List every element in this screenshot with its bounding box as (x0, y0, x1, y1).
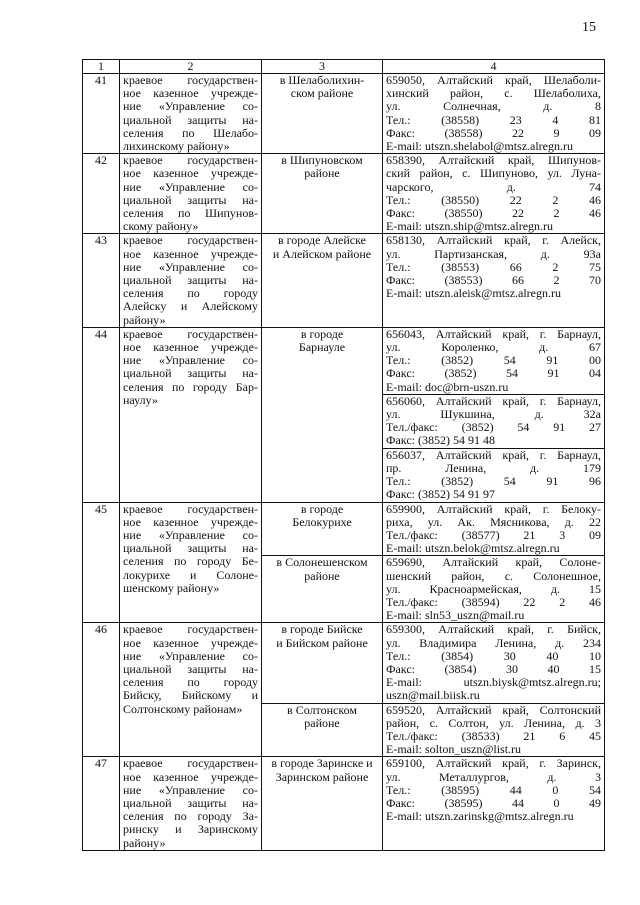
text-line: Солтонскому районам» (123, 701, 243, 716)
text-line: 659900, Алтайский край, г. Белоку- (386, 501, 601, 516)
text-line: селения по городу За- (123, 809, 258, 824)
column-header: 4 (383, 60, 605, 74)
text-line: 656043, Алтайский край, г. Барнаул, (386, 326, 601, 341)
text-line: 658130, Алтайский край, г. Алейск, (386, 233, 601, 248)
text-line: району» (123, 312, 166, 327)
text-line: Барнауле (298, 340, 346, 355)
text-line: селения по городу (123, 286, 258, 301)
column-header: 2 (120, 60, 262, 74)
text-line: селения по городу Бар- (123, 379, 258, 394)
text-line: ул. Шукшина, д. 32а (386, 407, 601, 422)
text-line: краевое государствен- (123, 501, 258, 516)
text-line: ние «Управление со- (123, 259, 258, 274)
service-area (262, 623, 383, 703)
institution-name (120, 623, 262, 757)
text-line: Тел.: (3854) 30 40 10 (386, 648, 601, 663)
entry-number: 47 (83, 757, 120, 850)
text-line: краевое государствен- (123, 326, 258, 341)
text-line: uszn@mail.biisk.ru (386, 688, 480, 703)
text-line: ное казенное учрежде- (123, 166, 258, 181)
text-line: шенский район, с. Солонешное, (386, 568, 601, 583)
text-line: район, с. Солтон, ул. Ленина, д. 3 (386, 715, 601, 730)
text-line: Факс: (3852) 54 91 97 (386, 487, 495, 502)
service-area (262, 502, 383, 556)
contact-details (383, 556, 605, 623)
text-line: и Алейском районе (272, 246, 372, 261)
text-line: E-mail: sln53_uszn@mail.ru (386, 608, 525, 623)
text-line: циальной защиты на- (123, 366, 258, 381)
text-line: в городе (300, 501, 344, 516)
text-line: E-mail: utszn.belok@mtsz.alregn.ru (386, 541, 560, 556)
text-line: району» (123, 835, 166, 850)
text-line: в городе Алейске (278, 233, 366, 248)
text-line: 656060, Алтайский край, г. Барнаул, (386, 393, 601, 408)
text-line: Заринском районе (275, 769, 369, 784)
text-line: ние «Управление со- (123, 648, 258, 663)
text-line: ное казенное учрежде- (123, 514, 258, 529)
text-line: чарского, д. 74 (386, 179, 601, 194)
text-line: циальной защиты на- (123, 112, 258, 127)
text-line: E-mail: utszn.aleisk@mtsz.alregn.ru (386, 286, 562, 301)
service-area (262, 703, 383, 757)
text-line: 659050, Алтайский край, Шелаболи- (386, 73, 601, 87)
contact-details (383, 327, 605, 394)
text-line: в Шелаболихин- (279, 73, 365, 87)
text-line: краевое государствен- (123, 153, 258, 168)
text-line: шенскому району» (123, 580, 220, 595)
text-line: ский район, с. Шипуново, ул. Луна- (386, 166, 601, 181)
text-line: краевое государствен- (123, 233, 258, 248)
institution-name (120, 154, 262, 234)
text-line: краевое государствен- (123, 756, 258, 771)
text-line: E-mail: solton_uszn@list.ru (386, 742, 522, 757)
text-line: E-mail: utszn.biysk@mtsz.alregn.ru; (386, 675, 601, 690)
text-line: циальной защиты на- (123, 541, 258, 556)
text-line: селения по городу (123, 675, 258, 690)
text-line: скому району» (123, 219, 199, 234)
text-line: Тел.: (38558) 23 4 81 (386, 112, 601, 127)
text-line: Факс: (38595) 44 0 49 (386, 795, 601, 810)
text-line: районе (304, 568, 340, 583)
text-line: ние «Управление со- (123, 353, 258, 368)
text-line: ние «Управление со- (123, 99, 258, 114)
table-row (83, 327, 605, 394)
text-line: и Бийском районе (276, 635, 368, 650)
contact-details (383, 703, 605, 757)
text-line: циальной защиты на- (123, 661, 258, 676)
text-line: ул. Металлургов, д. 3 (386, 769, 601, 784)
text-line: Тел.: (38550) 22 2 46 (386, 192, 601, 207)
text-line: ное казенное учрежде- (123, 635, 258, 650)
text-line: в Солонешенском (276, 555, 368, 570)
entry-number: 44 (83, 327, 120, 502)
text-line: 659520, Алтайский край, Солтонский (386, 702, 601, 717)
text-line: в городе (300, 326, 344, 341)
service-area (262, 327, 383, 502)
text-line: Тел./факс: (38533) 21 6 45 (386, 728, 601, 743)
text-line: Алейску и Алейскому (123, 299, 258, 314)
entry-number: 42 (83, 154, 120, 234)
text-line: ул. Солнечная, д. 8 (386, 99, 601, 114)
entry-number: 46 (83, 623, 120, 757)
contact-details (383, 757, 605, 850)
text-line: ул. Короленко, д. 67 (386, 340, 601, 355)
entry-number: 43 (83, 234, 120, 327)
text-line: 656037, Алтайский край, г. Барнаул, (386, 447, 601, 462)
column-header: 1 (83, 60, 120, 74)
table-row (83, 234, 605, 327)
page-number: 15 (582, 20, 596, 35)
entry-number: 45 (83, 502, 120, 623)
text-line: краевое государствен- (123, 73, 258, 87)
text-line: ском районе (290, 86, 354, 101)
text-line: E-mail: utszn.zarinskg@mtsz.alregn.ru (386, 809, 574, 824)
text-line: Тел.: (38595) 44 0 54 (386, 782, 601, 797)
text-line: Тел.: (38553) 66 2 75 (386, 259, 601, 274)
text-line: Факс: (38550) 22 2 46 (386, 206, 601, 221)
service-area (262, 74, 383, 154)
contact-details (383, 154, 605, 234)
text-line: селения по Шелабо- (123, 125, 258, 140)
contact-details (383, 448, 605, 502)
table-row (83, 502, 605, 556)
text-line: в Солтонском (287, 702, 357, 717)
contact-details (383, 394, 605, 448)
offices-table (82, 59, 605, 851)
table-row (83, 154, 605, 234)
text-line: Факс: (3854) 30 40 15 (386, 661, 601, 676)
text-line: ул. Партизанская, д. 93а (386, 246, 601, 261)
text-line: Белокурихе (292, 514, 352, 529)
text-line: селения по городу Бе- (123, 554, 258, 569)
text-line: Тел./факс: (38577) 21 3 09 (386, 527, 601, 542)
text-line: ное казенное учрежде- (123, 769, 258, 784)
text-line: циальной защиты на- (123, 273, 258, 288)
text-line: ние «Управление со- (123, 179, 258, 194)
text-line: ное казенное учрежде- (123, 86, 258, 101)
text-line: локурихе и Солоне- (123, 567, 258, 582)
institution-name (120, 757, 262, 850)
table-row (83, 623, 605, 703)
text-line: 659100, Алтайский край, г. Заринск, (386, 756, 601, 771)
text-line: Факс: (38558) 22 9 09 (386, 125, 601, 140)
text-line: Тел.: (3852) 54 91 00 (386, 353, 601, 368)
service-area (262, 757, 383, 850)
text-line: ул. Красноармейская, д. 15 (386, 581, 601, 596)
text-line: циальной защиты на- (123, 795, 258, 810)
contact-details (383, 234, 605, 327)
text-line: краевое государствен- (123, 622, 258, 637)
institution-name (120, 74, 262, 154)
service-area (262, 154, 383, 234)
text-line: хинский район, с. Шелаболиха, (386, 86, 601, 101)
text-line: ние «Управление со- (123, 782, 258, 797)
text-line: ул. Владимира Ленина, д. 234 (386, 635, 601, 650)
text-line: риха, ул. Ак. Мясникова, д. 22 (386, 514, 601, 529)
text-line: селения по Шипунов- (123, 206, 258, 221)
contact-details (383, 623, 605, 703)
text-line: в Шипуновском (281, 153, 363, 168)
table-row (83, 74, 605, 154)
text-line: Тел./факс: (3852) 54 91 27 (386, 420, 601, 435)
text-line: Факс: (3852) 54 91 04 (386, 366, 601, 381)
text-line: Тел./факс: (38594) 22 2 46 (386, 594, 601, 609)
table-row (83, 757, 605, 850)
contact-details (383, 74, 605, 154)
text-line: ное казенное учрежде- (123, 340, 258, 355)
institution-name (120, 502, 262, 623)
text-line: Бийску, Бийскому и (123, 688, 258, 703)
text-line: циальной защиты на- (123, 192, 258, 207)
text-line: лихинскому району» (123, 139, 230, 154)
service-area (262, 556, 383, 623)
institution-name (120, 234, 262, 327)
entry-number: 41 (83, 74, 120, 154)
service-area (262, 234, 383, 327)
text-line: пр. Ленина, д. 179 (386, 460, 601, 475)
text-line: Факс: (38553) 66 2 70 (386, 273, 601, 288)
text-line: Тел.: (3852) 54 91 96 (386, 474, 601, 489)
contact-details (383, 502, 605, 556)
text-line: ние «Управление со- (123, 527, 258, 542)
text-line: в городе Заринске и (271, 756, 373, 771)
institution-name (120, 327, 262, 502)
text-line: 658390, Алтайский край, Шипунов- (386, 153, 601, 168)
text-line: ное казенное учрежде- (123, 246, 258, 261)
text-line: наулу» (123, 392, 158, 407)
text-line: E-mail: utszn.shelabol@mtsz.alregn.ru (386, 139, 574, 154)
text-line: районе (304, 715, 340, 730)
text-line: E-mail: utszn.ship@mtsz.alregn.ru (386, 219, 554, 234)
text-line: 659690, Алтайский край, Солоне- (386, 555, 601, 570)
text-line: районе (304, 166, 340, 181)
text-line: в городе Бийске (281, 622, 363, 637)
text-line: ринску и Заринскому (123, 822, 258, 837)
text-line: Факс: (3852) 54 91 48 (386, 433, 495, 448)
table-header-row (83, 60, 605, 74)
text-line: E-mail: doc@brn-uszn.ru (386, 379, 509, 394)
text-line: 659300, Алтайский край, г. Бийск, (386, 622, 601, 637)
column-header: 3 (262, 60, 383, 74)
